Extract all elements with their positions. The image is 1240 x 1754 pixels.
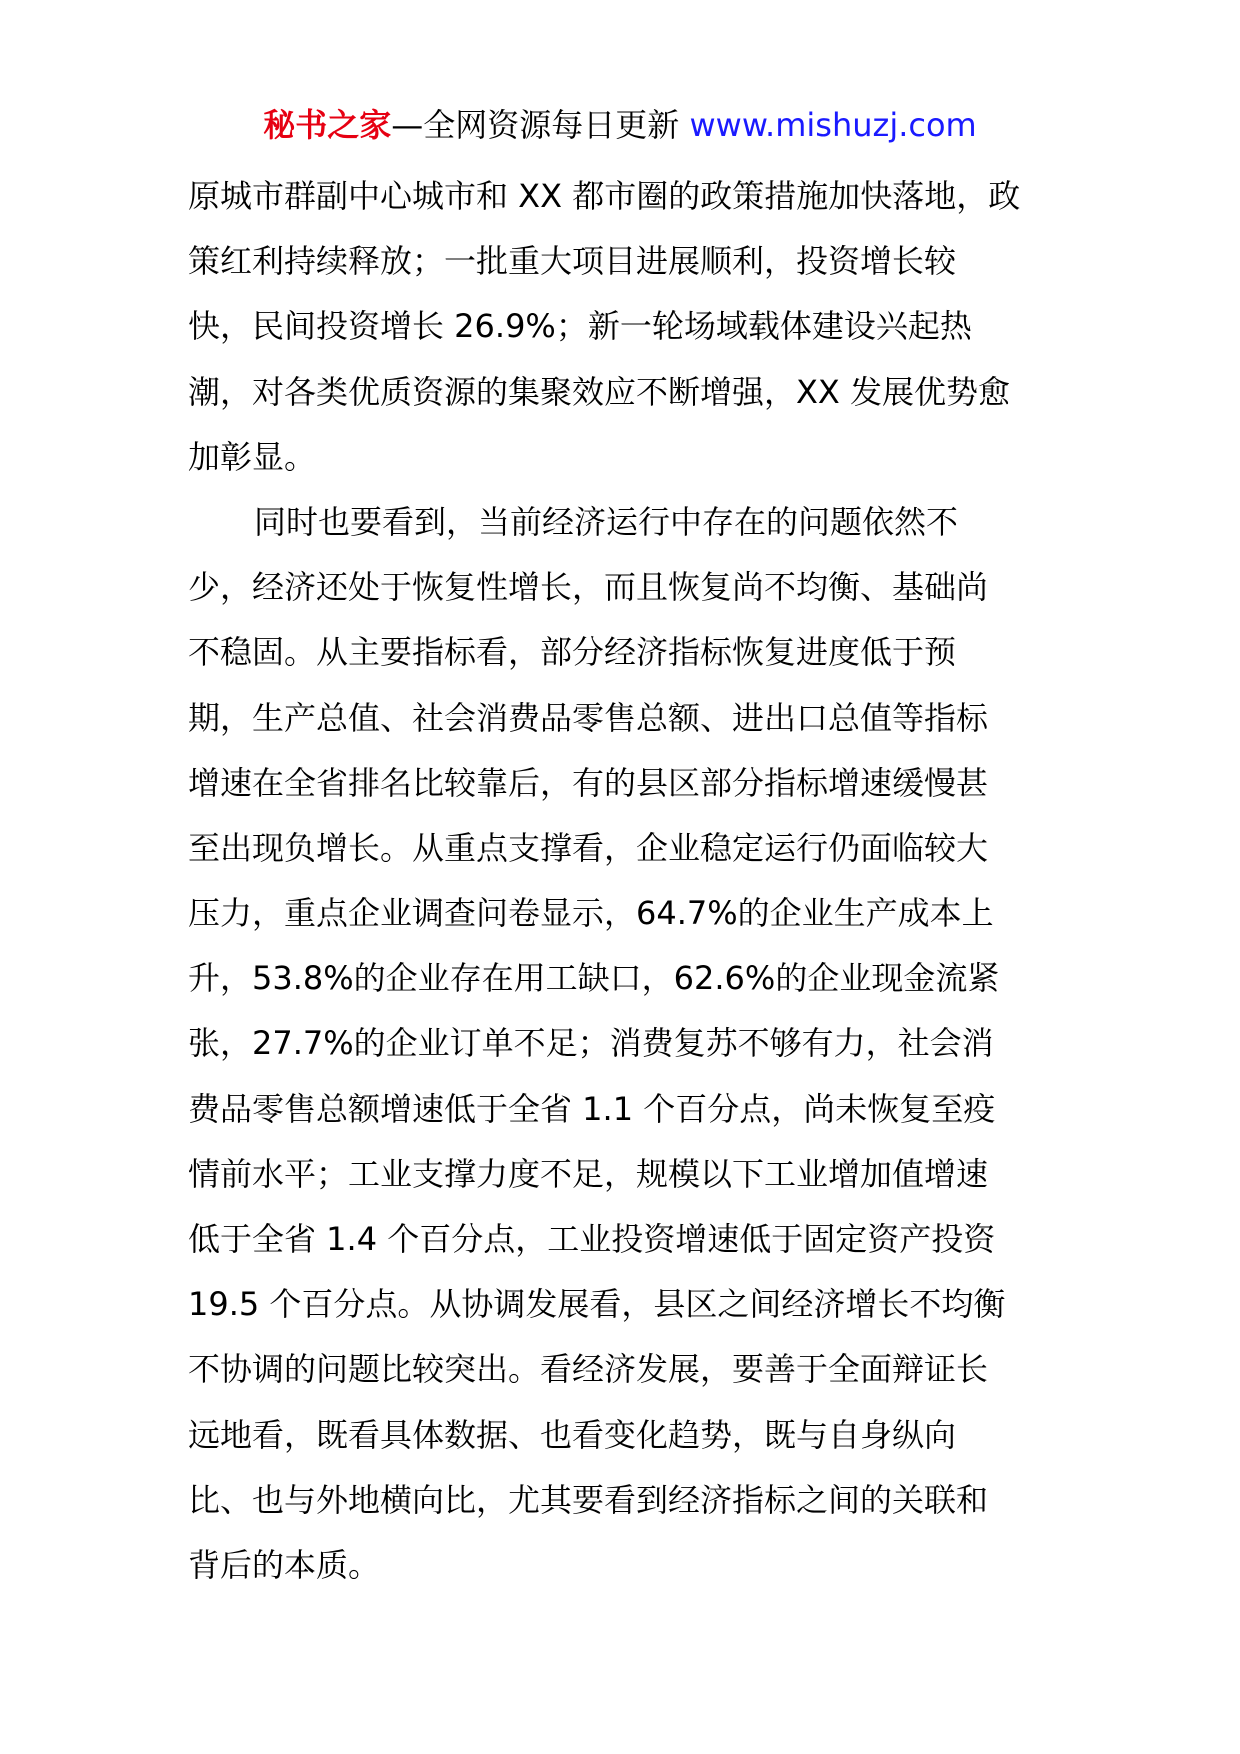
header-brand: 秘书之家	[263, 106, 392, 144]
text-line: 原城市群副中心城市和 XX 都市圈的政策措施加快落地，政	[188, 177, 1021, 215]
text-line: 情前水平；工业支撑力度不足，规模以下工业增加值增速	[188, 1154, 989, 1193]
text-line: 期，生产总值、社会消费品零售总额、进出口总值等指标	[188, 698, 989, 737]
text-line: 策红利持续释放；一批重大项目进展顺利，投资增长较	[188, 242, 957, 281]
text-line: 低于全省 1.4 个百分点，工业投资增速低于固定资产投资	[188, 1220, 996, 1258]
header-tagline: —全网资源每日更新	[391, 106, 680, 144]
text-line: 潮，对各类优质资源的集聚效应不断增强，XX 发展优势愈	[188, 372, 1011, 411]
paragraph-2	[188, 490, 1064, 1598]
text-line: 少，经济还处于恢复性增长，而且恢复尚不均衡、基础尚	[188, 568, 989, 607]
text-line: 不稳固。从主要指标看，部分经济指标恢复进度低于预	[188, 633, 957, 672]
text-line: 张，27.7%的企业订单不足；消费复苏不够有力，社会消	[188, 1024, 994, 1063]
text-line: 快，民间投资增长 26.9%；新一轮场域载体建设兴起热	[188, 307, 972, 346]
text-line: 至出现负增长。从重点支撑看，企业稳定运行仍面临较大	[188, 828, 989, 867]
paragraph-1	[188, 164, 1064, 490]
text-line: 比、也与外地横向比，尤其要看到经济指标之间的关联和	[188, 1480, 989, 1519]
text-line: 远地看，既看具体数据、也看变化趋势，既与自身纵向	[188, 1415, 957, 1454]
text-line: 不协调的问题比较突出。看经济发展，要善于全面辩证长	[188, 1350, 989, 1389]
text-line: 升，53.8%的企业存在用工缺口，62.6%的企业现金流紧	[188, 959, 1000, 998]
document-body	[188, 164, 1064, 1598]
text-line: 费品零售总额增速低于全省 1.1 个百分点，尚未恢复至疫	[188, 1089, 996, 1128]
text-line: 增速在全省排名比较靠后，有的县区部分指标增速缓慢甚	[188, 763, 989, 802]
text-line: 加彰显。	[188, 437, 317, 476]
text-line: 压力，重点企业调查问卷显示，64.7%的企业生产成本上	[188, 894, 994, 933]
text-line: 19.5 个百分点。从协调发展看，县区之间经济增长不均衡	[188, 1285, 1006, 1324]
text-line: 同时也要看到，当前经济运行中存在的问题依然不	[254, 502, 959, 541]
text-line: 背后的本质。	[188, 1545, 381, 1584]
header-url-link[interactable]: www.mishuzj.com	[679, 106, 977, 144]
page-header	[0, 102, 1240, 148]
